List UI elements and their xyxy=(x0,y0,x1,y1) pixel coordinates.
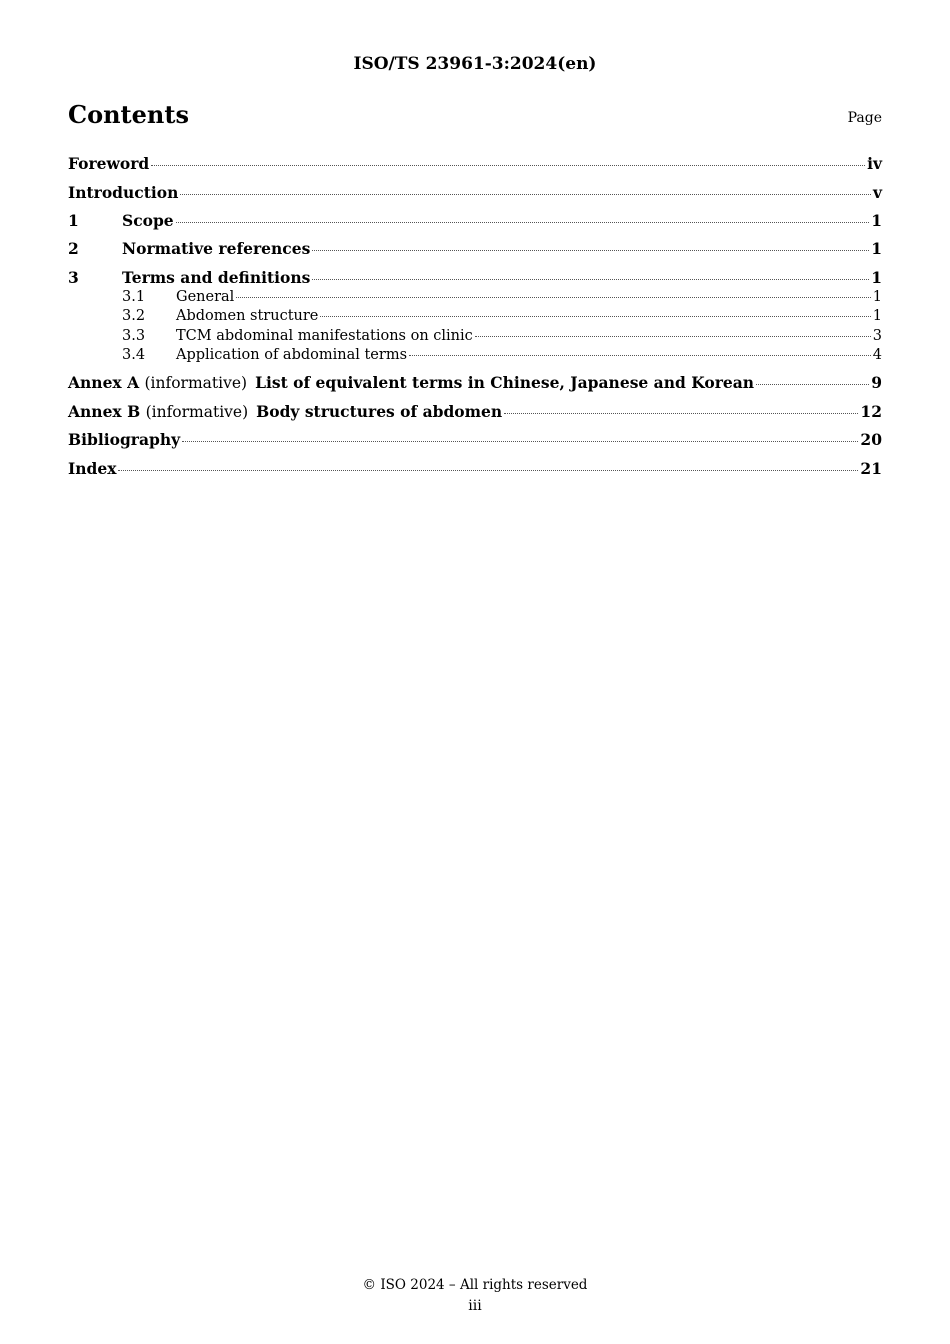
toc-entry-page: 4 xyxy=(872,347,882,363)
toc-entry-title: Bibliography xyxy=(68,430,181,449)
toc-entry-page: 1 xyxy=(871,268,882,287)
toc-entry-introduction[interactable] xyxy=(68,183,882,203)
toc-entry-annex-b[interactable] xyxy=(68,402,882,422)
toc-entry-title: List of equivalent terms in Chinese, Japanese and Korean xyxy=(255,373,755,392)
toc-entry-number: 2 xyxy=(68,239,79,258)
toc-entry-page: 21 xyxy=(860,459,882,478)
copyright-notice: © ISO 2024 – All rights reserved xyxy=(362,1277,588,1293)
toc-entry-number: 3 xyxy=(68,268,79,287)
toc-leader-dots xyxy=(180,194,871,195)
toc-entry-title: General xyxy=(176,289,235,305)
toc-leader-dots xyxy=(236,297,870,298)
toc-leader-dots xyxy=(756,384,869,385)
toc-entry-application-of-terms[interactable] xyxy=(68,346,882,364)
toc-entry-page: 1 xyxy=(872,308,882,324)
toc-entry-abdomen-structure[interactable] xyxy=(68,307,882,325)
toc-entry-page: 1 xyxy=(872,289,882,305)
toc-entry-title: Index xyxy=(68,459,117,478)
toc-entry-title: Body structures of abdomen xyxy=(256,402,503,421)
toc-entry-number: 3.1 xyxy=(122,289,146,305)
toc-entry-title: Normative references xyxy=(122,239,311,258)
toc-entry-page: 9 xyxy=(871,373,882,392)
toc-entry-normative-references[interactable] xyxy=(68,239,882,259)
toc-leader-dots xyxy=(312,279,869,280)
toc-entry-title: TCM abdominal manifestations on clinic xyxy=(176,328,473,344)
toc-entry-page: 20 xyxy=(860,430,882,449)
annex-label: Annex B xyxy=(68,402,141,421)
toc-entry-tcm-manifestations[interactable] xyxy=(68,327,882,345)
toc-leader-dots xyxy=(504,413,858,414)
toc-entry-title: Terms and definitions xyxy=(122,268,311,287)
toc-entry-page: 1 xyxy=(871,239,882,258)
annex-informative-tag: (informative) xyxy=(145,403,249,421)
toc-entry-page: 1 xyxy=(871,211,882,230)
toc-entry-number: 3.3 xyxy=(122,328,146,344)
toc-leader-dots xyxy=(312,250,869,251)
toc-leader-dots xyxy=(320,316,870,317)
toc-leader-dots xyxy=(475,336,871,337)
toc-entry-foreword[interactable] xyxy=(68,154,882,174)
contents-heading: Contents xyxy=(68,100,189,129)
toc-entry-terms-and-definitions[interactable] xyxy=(68,268,882,288)
page-column-label: Page xyxy=(847,110,882,126)
annex-label: Annex A xyxy=(68,373,140,392)
toc-entry-title: Application of abdominal terms xyxy=(176,347,408,363)
toc-entry-title: Scope xyxy=(122,211,174,230)
annex-informative-tag: (informative) xyxy=(144,374,248,392)
toc-entry-index[interactable] xyxy=(68,459,882,479)
toc-entry-annex-a[interactable] xyxy=(68,373,882,393)
toc-leader-dots xyxy=(176,222,870,223)
toc-entry-page: v xyxy=(872,183,882,202)
toc-entry-title: Abdomen structure xyxy=(176,308,319,324)
page-number: iii xyxy=(468,1298,482,1314)
document-header: ISO/TS 23961-3:2024(en) xyxy=(353,54,597,74)
toc-entry-number: 3.2 xyxy=(122,308,146,324)
toc-entry-title: Foreword xyxy=(68,154,150,173)
toc-entry-number: 3.4 xyxy=(122,347,146,363)
toc-leader-dots xyxy=(151,165,865,166)
toc-entry-general[interactable] xyxy=(68,288,882,306)
toc-leader-dots xyxy=(182,441,858,442)
toc-entry-page: iv xyxy=(867,154,882,173)
toc-leader-dots xyxy=(409,355,871,356)
toc-entry-scope[interactable] xyxy=(68,211,882,231)
toc-entry-number: 1 xyxy=(68,211,79,230)
toc-entry-page: 12 xyxy=(860,402,882,421)
toc-entry-page: 3 xyxy=(872,328,882,344)
toc-entry-title: Introduction xyxy=(68,183,179,202)
toc-entry-bibliography[interactable] xyxy=(68,430,882,450)
toc-leader-dots xyxy=(118,470,858,471)
